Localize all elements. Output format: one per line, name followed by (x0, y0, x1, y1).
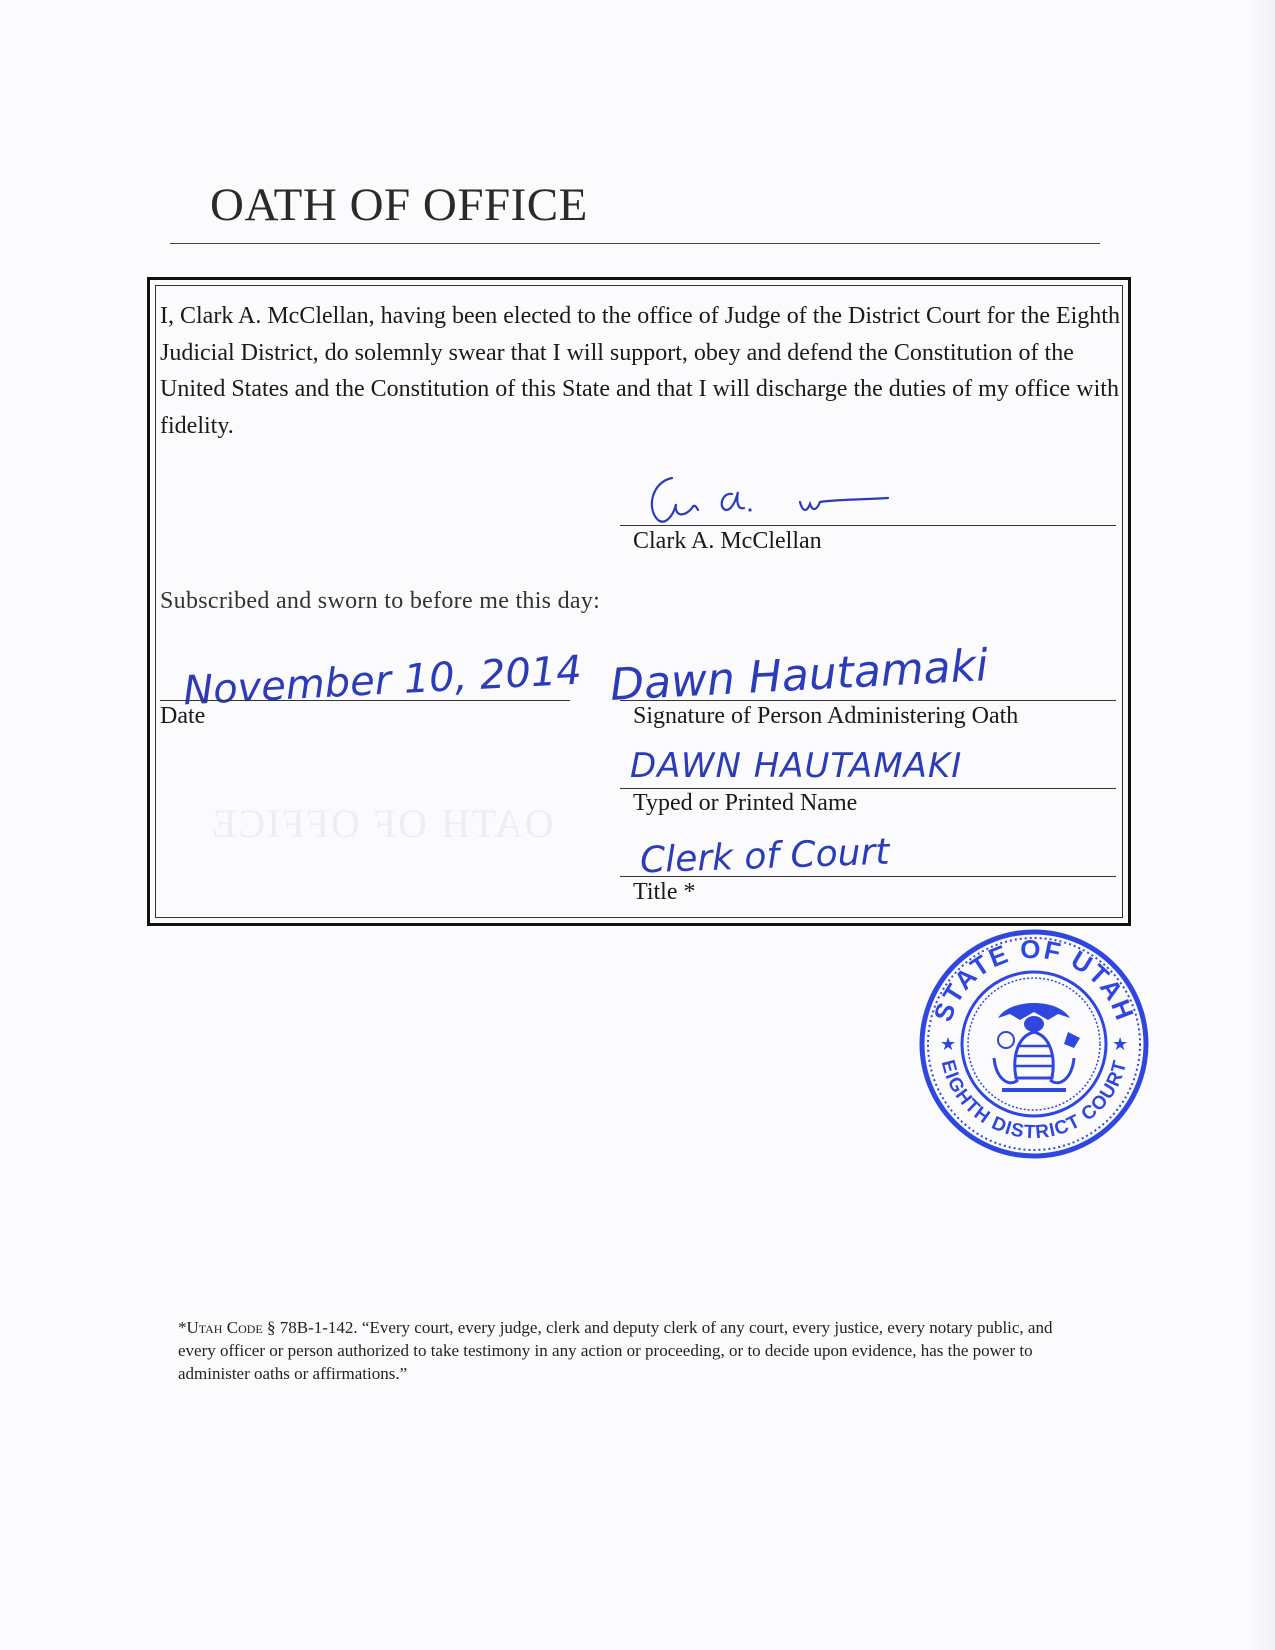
printed-name-label: Typed or Printed Name (633, 790, 858, 816)
svg-text:★: ★ (1112, 1034, 1129, 1055)
handwritten-date: November 10, 2014 (182, 647, 583, 715)
oath-taker-signature-line (620, 525, 1116, 526)
title-line (620, 876, 1116, 877)
footnote-citation: § 78B-1-142. “Every court, every judge, clerk and deputy clerk of any court, every justice, every notary public, and every officer or person authorized to take testimony in any action or proceeding, or to decide upon evidence, has the power to administer oaths or affirmations.” (178, 1318, 1053, 1383)
court-seal (918, 928, 1150, 1160)
printed-name-line (620, 788, 1116, 789)
date-line (160, 700, 570, 701)
title-underline (170, 243, 1100, 244)
oath-text: I, Clark A. McClellan, having been elected to the office of Judge of the District Court for the Eighth Judicial District, do solemnly swear that I will support, obey and defend the Constitution of the United States and the Constitution of this State and that I will discharge the duties of my office with fidelity. (160, 303, 1120, 439)
footnote (178, 1316, 1078, 1385)
page-edge-shadow (1247, 0, 1275, 1650)
title-label: Title * (633, 879, 696, 905)
administrator-title: Clerk of Court (639, 831, 891, 882)
administrator-signature-line (620, 700, 1116, 701)
footnote-code-prefix: *Utah Code (178, 1318, 263, 1337)
administrator-signature: Dawn Hautamaki (608, 640, 990, 711)
oath-taker-signature (640, 458, 900, 538)
subscribed-statement: Subscribed and sworn to before me this day: (160, 588, 601, 614)
seal-bottom-text: EIGHTH DISTRICT COURT (936, 1057, 1132, 1144)
administrator-signature-label: Signature of Person Administering Oath (633, 703, 1019, 729)
document-title: OATH OF OFFICE (210, 179, 588, 231)
oath-taker-name: Clark A. McClellan (633, 528, 822, 554)
seal-top-text: STATE OF UTAH (927, 933, 1141, 1026)
bleed-through-text: OATH OF OFFICE (210, 801, 554, 846)
administrator-printed-name: DAWN HAUTAMAKI (630, 746, 963, 786)
svg-text:★: ★ (940, 1034, 957, 1055)
date-label: Date (160, 703, 206, 729)
